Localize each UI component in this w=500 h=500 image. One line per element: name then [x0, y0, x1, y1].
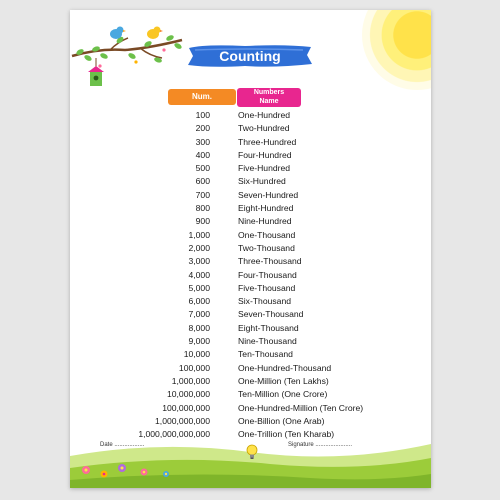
table-row: [70, 270, 431, 283]
table-row: [70, 150, 431, 163]
table-row: [70, 403, 431, 416]
number-cell: 4,000: [188, 269, 210, 280]
number-name-cell: Ten-Thousand: [238, 349, 293, 360]
table-row: [70, 389, 431, 402]
number-name-cell: Two-Hundred: [238, 123, 290, 134]
table-row: [70, 363, 431, 376]
number-cell: 1,000,000: [171, 375, 210, 386]
number-cell: 9,000: [188, 336, 210, 347]
date-field: Date ..................: [100, 442, 145, 448]
number-cell: 600: [195, 176, 210, 187]
lightbulb-icon: [246, 444, 258, 460]
table-row: [70, 176, 431, 189]
number-name-cell: Seven-Hundred: [238, 189, 299, 200]
signature-field: Signature ......................: [288, 442, 353, 448]
table-row: [70, 216, 431, 229]
number-cell: 7,000: [188, 309, 210, 320]
table-row: [70, 323, 431, 336]
number-cell: 1,000,000,000: [155, 415, 210, 426]
worksheet-page: [70, 10, 431, 488]
number-name-cell: Nine-Hundred: [238, 216, 292, 227]
number-name-cell: Eight-Thousand: [238, 322, 299, 333]
number-name-cell: Eight-Hundred: [238, 203, 294, 214]
table-row: [70, 296, 431, 309]
number-cell: 1,000: [188, 229, 210, 240]
number-column-header: Num.: [168, 89, 236, 105]
title-banner: [185, 43, 315, 69]
number-name-cell: Four-Thousand: [238, 269, 297, 280]
number-cell: 200: [195, 123, 210, 134]
table-row: [70, 110, 431, 123]
table-row: [70, 230, 431, 243]
number-name-cell: Five-Thousand: [238, 282, 296, 293]
number-name-cell: Five-Hundred: [238, 163, 291, 174]
number-name-cell: One-Hundred-Thousand: [238, 362, 332, 373]
number-cell: 1,000,000,000,000: [138, 429, 210, 440]
number-cell: 5,000: [188, 282, 210, 293]
number-cell: 100: [195, 110, 210, 120]
page-title: Counting: [219, 48, 281, 64]
number-cell: 500: [195, 163, 210, 174]
table-row: [70, 123, 431, 136]
number-cell: 800: [195, 203, 210, 214]
name-header-line1: Numbers: [253, 89, 285, 96]
number-name-cell: Seven-Thousand: [238, 309, 304, 320]
number-name-cell: Nine-Thousand: [238, 336, 297, 347]
number-name-cell: One-Million (Ten Lakhs): [238, 375, 329, 386]
counting-table: [70, 110, 431, 442]
number-name-cell: Six-Thousand: [238, 296, 292, 307]
number-cell: 8,000: [188, 322, 210, 333]
sun-decoration: [362, 10, 431, 90]
name-header-line2: Name: [259, 97, 279, 105]
table-row: [70, 416, 431, 429]
number-cell: 700: [195, 189, 210, 200]
number-name-cell: Three-Thousand: [238, 256, 302, 267]
number-name-cell: Four-Hundred: [238, 149, 292, 160]
number-cell: 2,000: [188, 242, 210, 253]
number-name-cell: One-Hundred-Million (Ten Crore): [238, 402, 364, 413]
table-row: [70, 190, 431, 203]
table-row: [70, 283, 431, 296]
number-cell: 900: [195, 216, 210, 227]
table-row: [70, 349, 431, 362]
number-name-cell: Two-Thousand: [238, 242, 295, 253]
number-cell: 100,000: [178, 362, 210, 373]
number-name-cell: One-Thousand: [238, 229, 296, 240]
number-name-cell: One-Hundred: [238, 110, 291, 120]
number-cell: 6,000: [188, 296, 210, 307]
number-cell: 10,000,000: [166, 389, 210, 400]
number-cell: 10,000: [183, 349, 210, 360]
number-cell: 300: [195, 136, 210, 147]
table-row: [70, 137, 431, 150]
number-name-cell: Ten-Million (One Crore): [238, 389, 328, 400]
table-row: [70, 163, 431, 176]
number-name-cell: Three-Hundred: [238, 136, 297, 147]
number-name-cell: Six-Hundred: [238, 176, 286, 187]
table-row: [70, 256, 431, 269]
table-row: [70, 243, 431, 256]
name-column-header: [237, 88, 301, 107]
table-row: [70, 309, 431, 322]
number-cell: 400: [195, 149, 210, 160]
number-cell: 100,000,000: [162, 402, 210, 413]
table-row: [70, 203, 431, 216]
number-cell: 3,000: [188, 256, 210, 267]
table-row: [70, 336, 431, 349]
number-name-cell: One-Billion (One Arab): [238, 415, 325, 426]
table-row: [70, 376, 431, 389]
number-name-cell: One-Trillion (Ten Kharab): [238, 429, 335, 440]
